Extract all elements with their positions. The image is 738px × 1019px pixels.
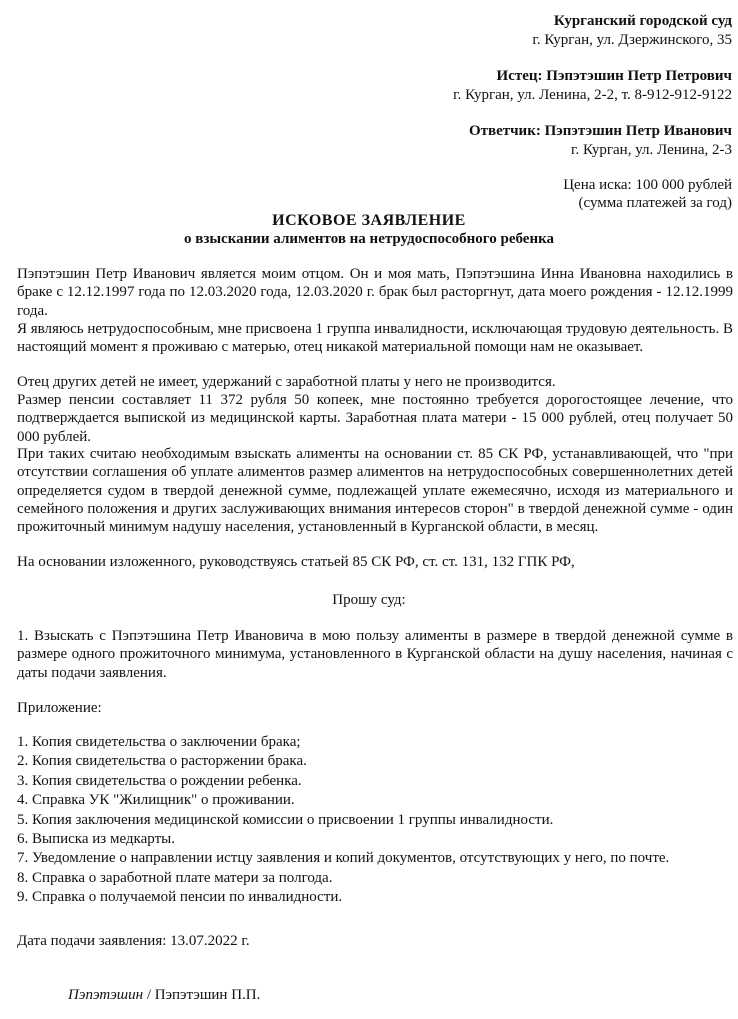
defendant-name: Пэпэтэшин Петр Иванович xyxy=(544,123,732,139)
body-paragraph-6: На основании изложенного, руководствуясь статьей 85 СК РФ, ст. ст. 131, 132 ГПК РФ, xyxy=(17,554,575,570)
attachment-item: 8. Справка о заработной плате матери за полгода. xyxy=(17,869,333,886)
body-paragraph-2: Я являюсь нетрудоспособным, мне присвоена 1 группа инвалидности, исключающая трудовую деятельность. В настоящий момент я проживаю с матерью, отец никакой материальной помощи нам не оказывает. xyxy=(17,321,733,356)
body-paragraph-3: Отец других детей не имеет, удержаний с заработной платы у него не производится. xyxy=(17,374,556,390)
body-paragraph-4: Размер пенсии составляет 11 372 рубля 50 копеек, мне постоянно требуется дорогостоящее лечение, что подтверждается выпиской из медицинской карты. Заработная плата матери - 15 000 рублей, отец получает 50 000 рублей. xyxy=(17,392,733,445)
request-heading: Прошу суд: xyxy=(332,592,406,608)
document-subtitle: о взыскании алиментов на нетрудоспособного ребенка xyxy=(183,231,555,247)
defendant-line xyxy=(469,122,732,140)
plaintiff-label: Истец: xyxy=(496,68,543,84)
signature-block xyxy=(68,986,260,1004)
filing-date: Дата подачи заявления: 13.07.2022 г. xyxy=(17,933,250,949)
defendant-address: г. Курган, ул. Ленина, 2-3 xyxy=(571,142,732,158)
claim-price: Цена иска: 100 000 рублей xyxy=(563,177,732,193)
attachments-list xyxy=(17,733,669,908)
plaintiff-address: г. Курган, ул. Ленина, 2-2, т. 8-912-912-9122 xyxy=(453,87,732,103)
attachment-item: 7. Уведомление о направлении истцу заявления и копий документов, отсутствующих у него, по почте. xyxy=(17,850,670,867)
attachment-item: 3. Копия свидетельства о рождении ребенка. xyxy=(17,772,302,789)
signature-printed-name: Пэпэтэшин П.П. xyxy=(154,987,261,1003)
document-title: ИСКОВОЕ ЗАЯВЛЕНИЕ xyxy=(272,212,466,229)
handwritten-signature: Пэпэтэшин xyxy=(68,987,144,1003)
body-paragraph-1: Пэпэтэшин Петр Иванович является моим отцом. Он и моя мать, Пэпэтэшина Инна Ивановна находились в браке с 12.12.1997 года по 12.03.2020 года, 12.03.2020 г. брак был расторгнут, дата моего рождения - 12.12.1999 года. xyxy=(17,266,733,319)
plaintiff-line xyxy=(497,67,732,85)
defendant-label: Ответчик: xyxy=(468,123,541,139)
attachment-item: 2. Копия свидетельства о расторжении брака. xyxy=(17,753,307,770)
plaintiff-name: Пэпэтэшин Петр Петрович xyxy=(546,68,732,84)
attachment-item: 1. Копия свидетельства о заключении брака; xyxy=(17,734,301,750)
court-name: Курганский городской суд xyxy=(553,13,732,29)
body-paragraph-5: При таких считаю необходимым взыскать алименты на основании ст. 85 СК РФ, устанавливающей, что "при отсутствии соглашения об уплате алиментов размер алиментов на нетрудоспособных совершеннолетних детей определяется судом в твердой денежной сумме, подлежащей уплате ежемесячно, исходя из материального и семейного положения и других заслуживающих внимания интересов сторон" в твердой денежной сумме - один прожиточный минимум надушу населения, установленный в Курганской области, в месяц. xyxy=(17,446,733,536)
request-item-1: 1. Взыскать с Пэпэтэшина Петр Ивановича в мою пользу алименты в размере в твердой денежной сумме в размере одного прожиточного минимума, установленного в Курганской области на душу населения, начиная с даты подачи заявления. xyxy=(17,628,733,681)
attachment-item: 6. Выписка из медкарты. xyxy=(17,830,175,847)
claim-note: (сумма платежей за год) xyxy=(578,195,732,211)
attachment-item: 4. Справка УК "Жилищник" о проживании. xyxy=(17,792,295,809)
attachment-item: 9. Справка о получаемой пенсии по инвалидности. xyxy=(17,889,343,906)
attachments-heading: Приложение: xyxy=(17,700,102,716)
attachment-item: 5. Копия заключения медицинской комиссии о присвоении 1 группы инвалидности. xyxy=(17,811,554,828)
court-address: г. Курган, ул. Дзержинского, 35 xyxy=(532,32,732,48)
signature-separator: / xyxy=(146,987,151,1003)
